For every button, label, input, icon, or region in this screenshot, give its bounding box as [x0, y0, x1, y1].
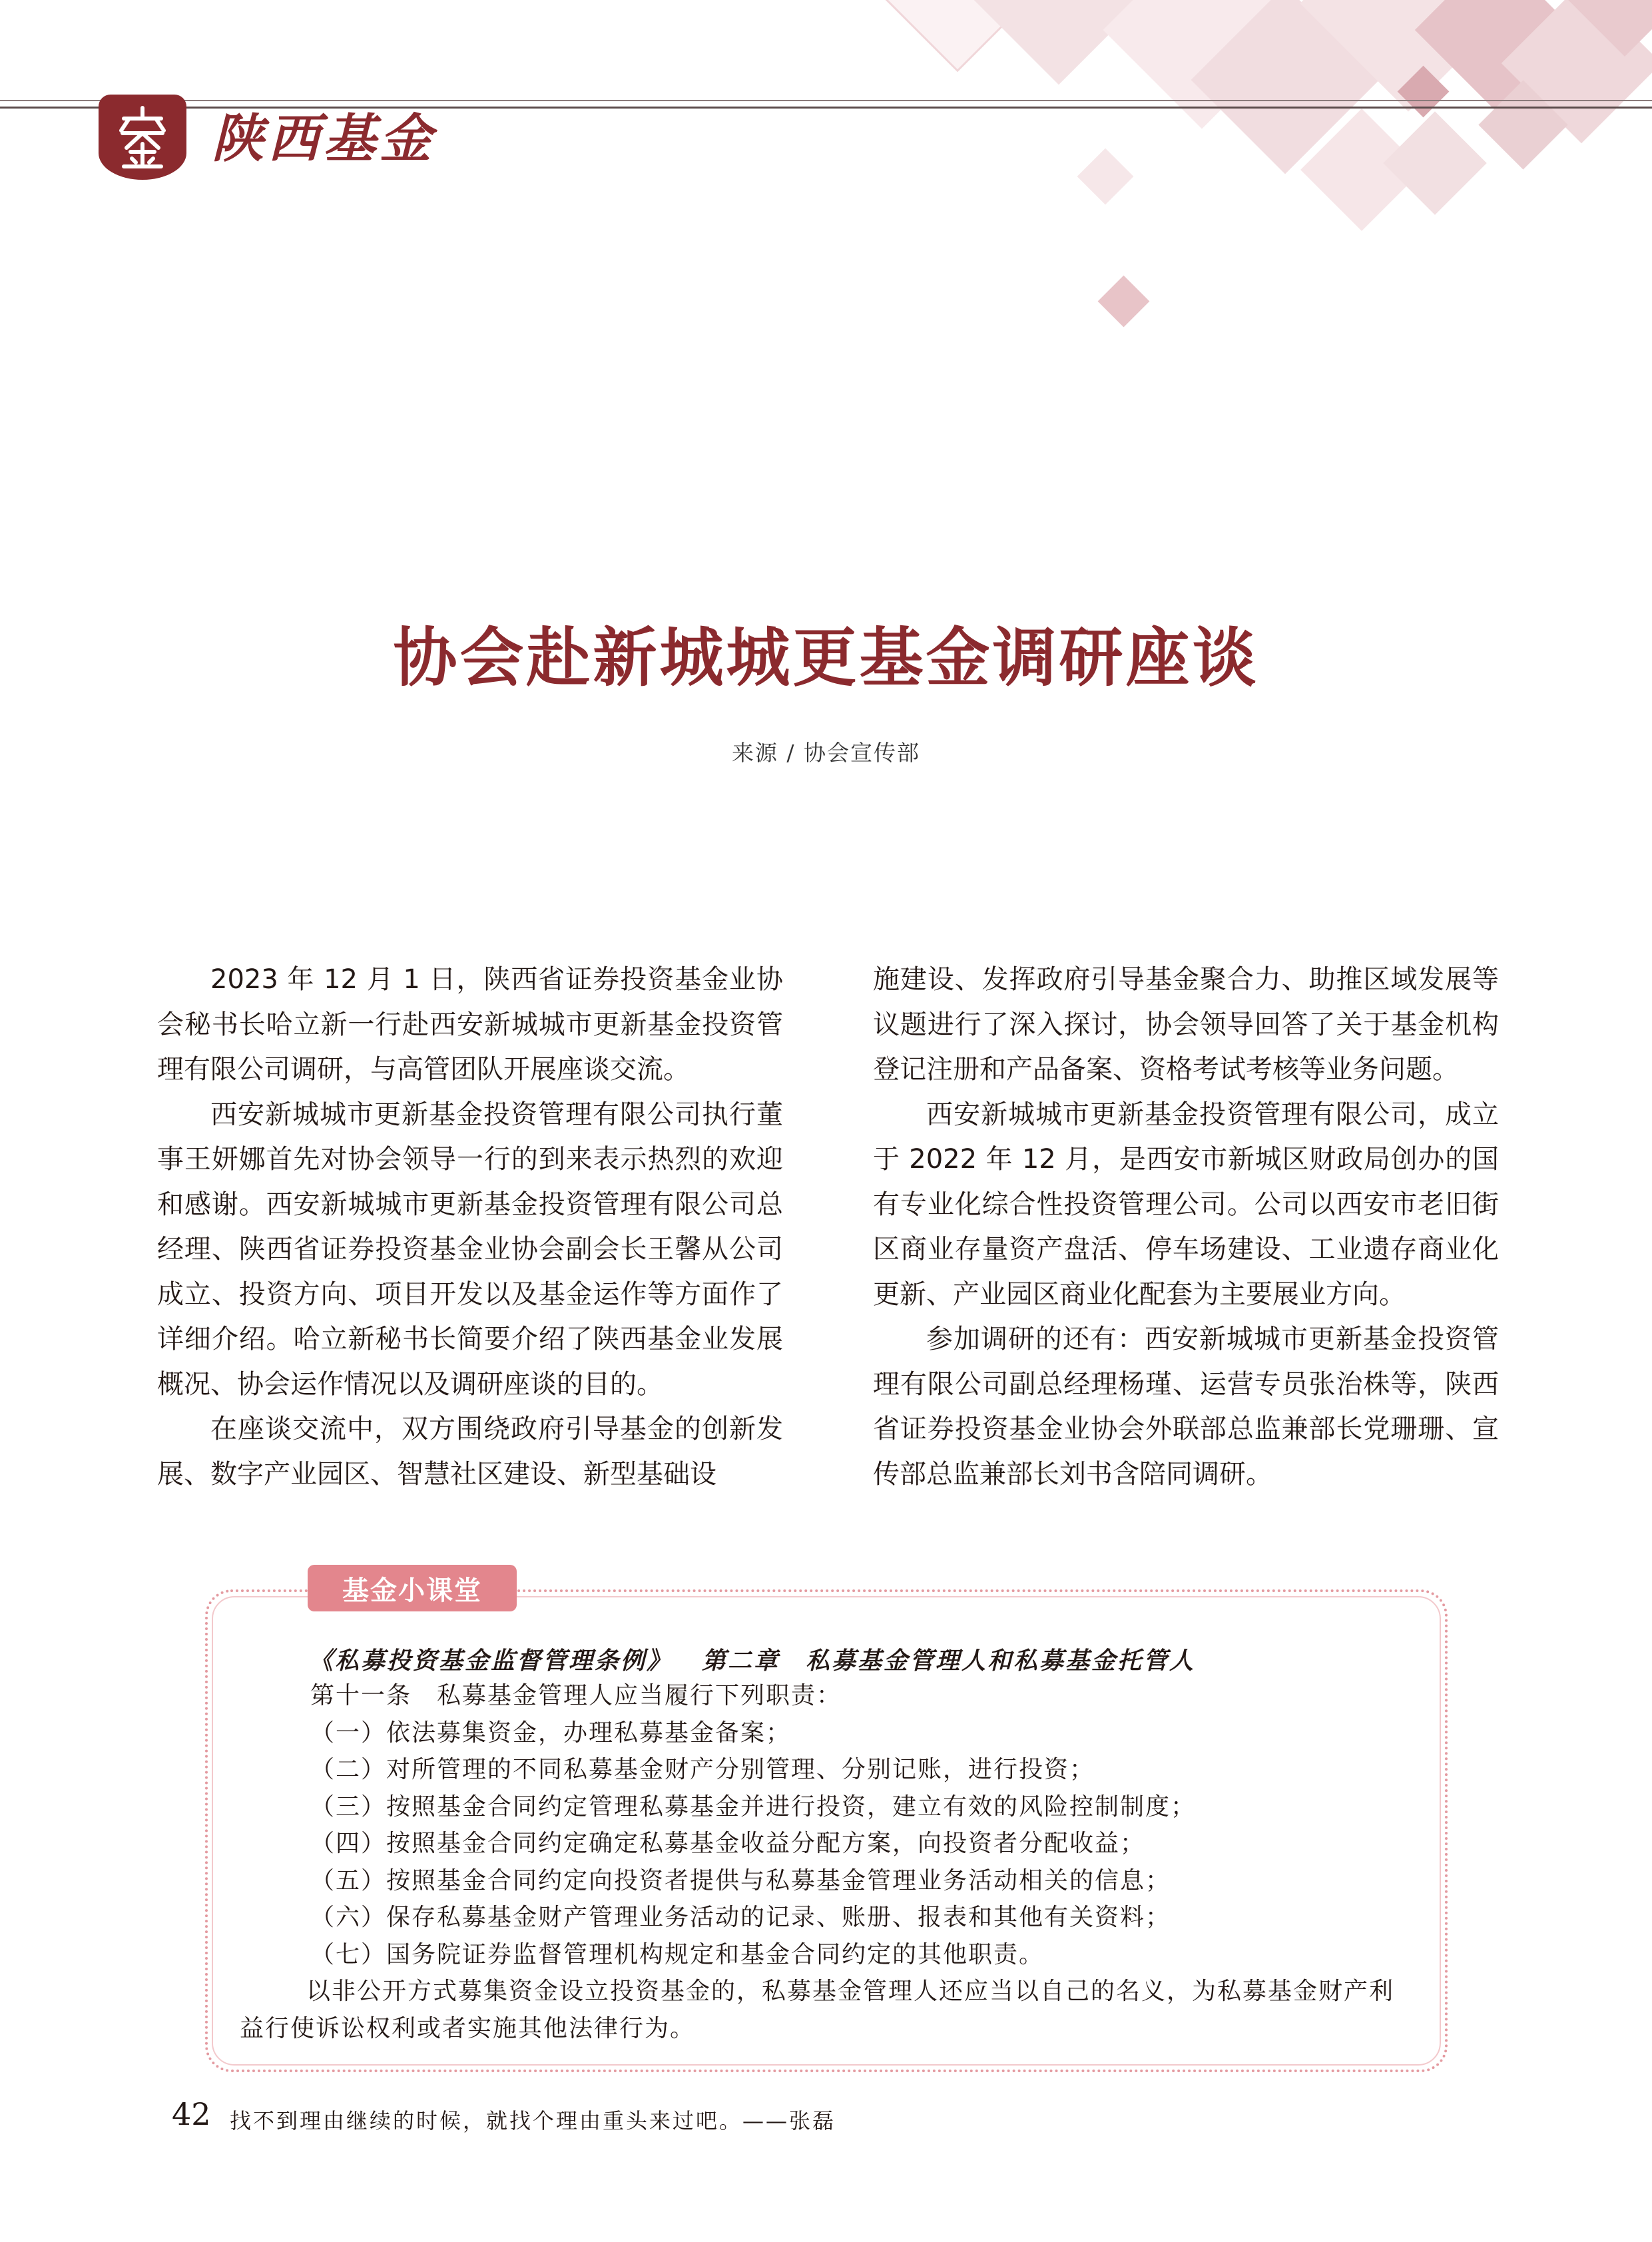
lesson-article-list — [310, 1677, 1409, 1973]
lesson-line: （四）按照基金合同约定确定私募基金收益分配方案，向投资者分配收益； — [310, 1830, 1146, 1857]
article-source: 来源 / 协会宣传部 — [731, 740, 921, 766]
lesson-line: （七）国务院证券监督管理机构规定和基金合同约定的其他职责。 — [310, 1940, 1045, 1968]
footer-quote: 找不到理由继续的时候，就找个理由重头来过吧。——张磊 — [230, 2108, 836, 2133]
paragraph: 西安新城城市更新基金投资管理有限公司执行董事王妍娜首先对协会领导一行的到来表示热烈的欢迎和感谢。西安新城城市更新基金投资管理有限公司总经理、陕西省证券投资基金业协会副会长王馨从公司成立、投资方向、项目开发以及基金运作等方面作了详细介绍。哈立新秘书长简要介绍了陕西基金业发展概况、协会运作情况以及调研座谈的目的。 — [157, 1099, 783, 1400]
decor-diamond — [1077, 148, 1134, 205]
fund-lesson-tab — [308, 1565, 517, 1611]
article-left-column — [157, 958, 783, 1497]
page-number: 42 — [172, 2096, 211, 2132]
article-right-column — [873, 958, 1499, 1497]
lesson-heading — [309, 1642, 1195, 1676]
seal-glyph-icon — [109, 104, 176, 170]
lesson-line: （二）对所管理的不同私募基金财产分别管理、分别记账，进行投资； — [310, 1756, 1095, 1783]
lesson-closing-paragraph: 以非公开方式募集资金设立投资基金的，私募基金管理人还应当以自己的名义，为私募基金财产利益行使诉讼权利或者实施其他法律行为。 — [240, 1978, 1395, 2042]
lesson-chapter-title: 第二章 私募基金管理人和私募基金托管人 — [702, 1647, 1196, 1675]
lesson-line: （六）保存私募基金财产管理业务活动的记录、账册、报表和其他有关资料； — [310, 1904, 1171, 1931]
header-rule-thin — [0, 100, 1652, 101]
paragraph: 在座谈交流中，双方围绕政府引导基金的创新发展、数字产业园区、智慧社区建设、新型基础设 — [157, 1414, 783, 1490]
paragraph-continued: 施建设、发挥政府引导基金聚合力、助推区域发展等议题进行了深入探讨，协会领导回答了关于基金机构登记注册和产品备案、资格考试考核等业务问题。 — [873, 964, 1499, 1085]
lesson-line: （一）依法募集资金，办理私募基金备案； — [310, 1719, 792, 1747]
decor-diamond — [1383, 111, 1487, 215]
lesson-line: （三）按照基金合同约定管理私募基金并进行投资，建立有效的风险控制制度； — [310, 1793, 1197, 1821]
decor-diamond — [1098, 276, 1150, 328]
seal-logo-icon — [99, 95, 186, 180]
paragraph: 2023 年 12 月 1 日，陕西省证券投资基金业协会秘书长哈立新一行赴西安新城城市更新基金投资管理有限公司调研，与高管团队开展座谈交流。 — [157, 964, 783, 1085]
lesson-line: （五）按照基金合同约定向投资者提供与私募基金管理业务活动相关的信息； — [310, 1866, 1171, 1894]
masthead-title: 陕西基金 — [212, 109, 436, 169]
lesson-regulation-title: 《私募投资基金监督管理条例》 — [309, 1647, 673, 1675]
paragraph: 参加调研的还有：西安新城城市更新基金投资管理有限公司副总经理杨瑾、运营专员张治株等，陕西省证券投资基金业协会外联部总监兼部长党珊珊、宣传部总监兼部长刘书含陪同调研。 — [873, 1324, 1499, 1490]
lesson-line: 第十一条 私募基金管理人应当履行下列职责： — [310, 1682, 842, 1709]
article-title: 协会赴新城城更基金调研座谈 — [393, 620, 1259, 695]
fund-lesson-tab-label: 基金小课堂 — [342, 1575, 482, 1606]
paragraph: 西安新城城市更新基金投资管理有限公司，成立于 2022 年 12 月，是西安市新城区财政局创办的国有专业化综合性投资管理公司。公司以西安市老旧街区商业存量资产盘活、停车场建设、工业遗存商业化更新、产业园区商业化配套为主要展业方向。 — [873, 1099, 1499, 1310]
